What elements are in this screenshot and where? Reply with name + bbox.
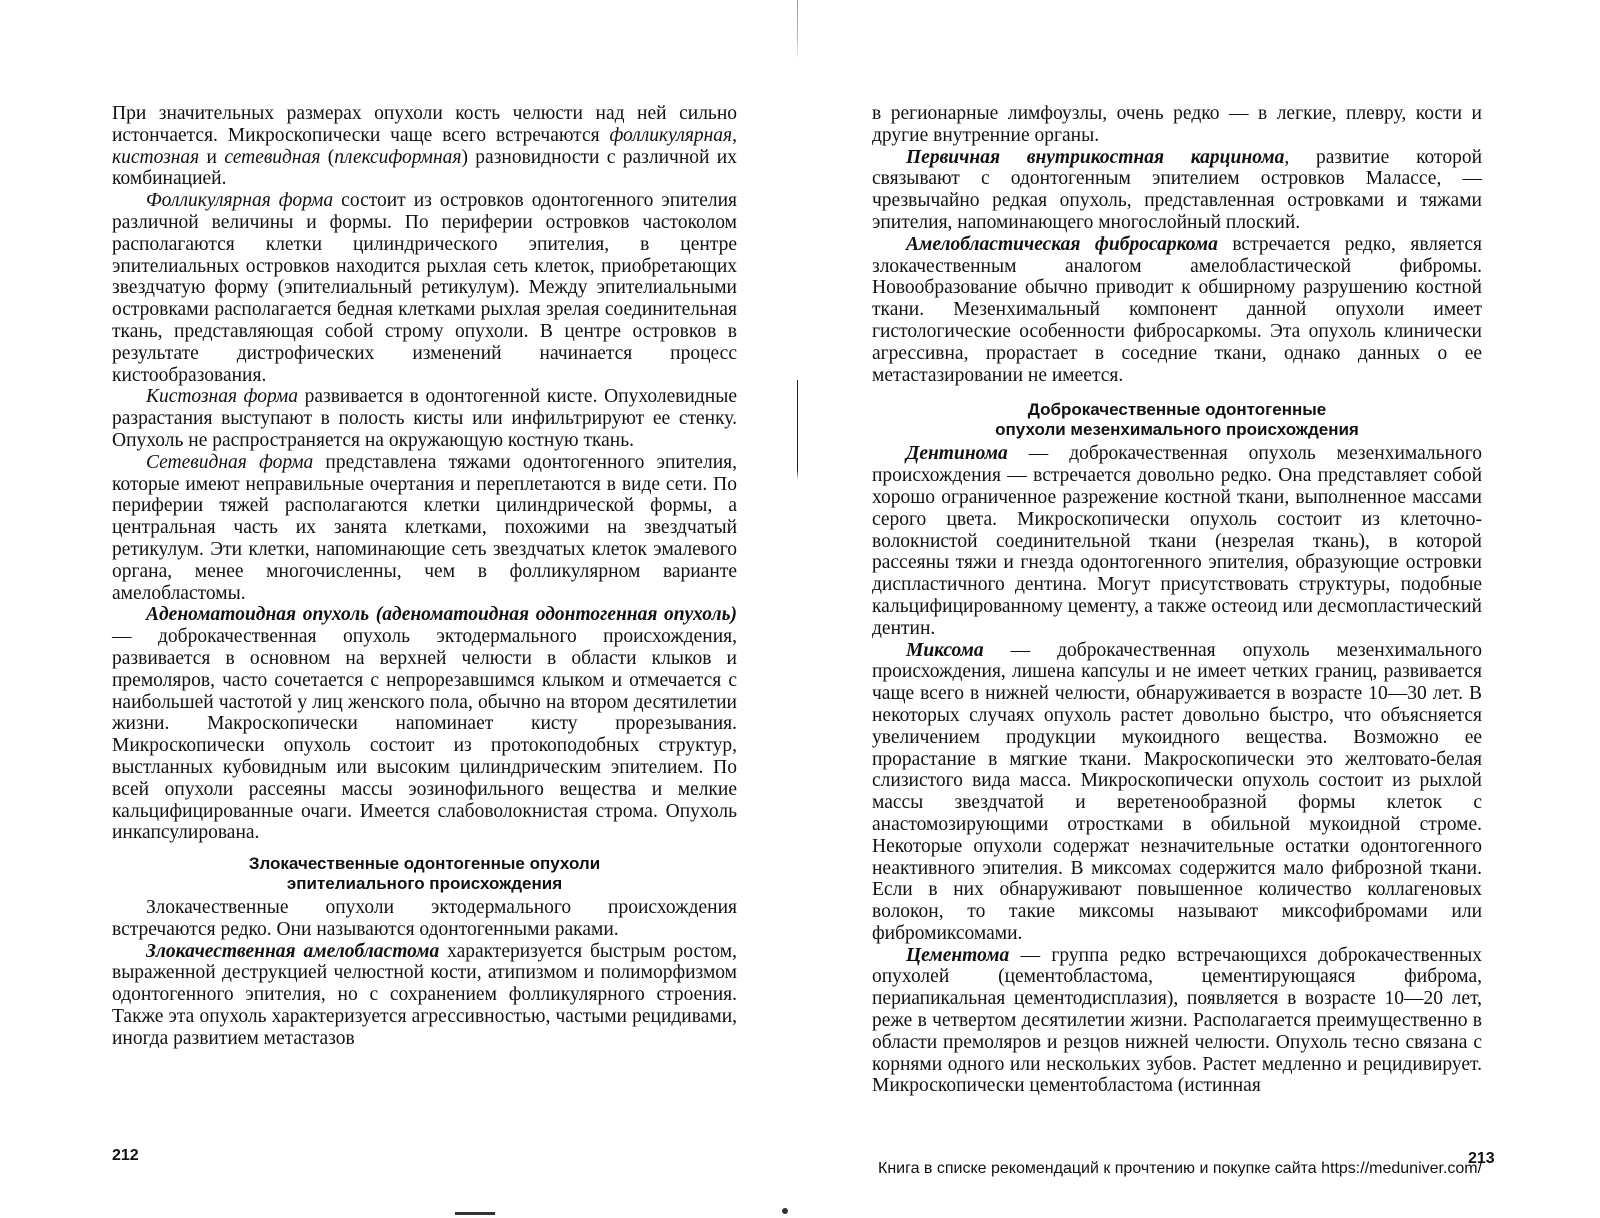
page-number: 212 — [112, 1147, 139, 1164]
paragraph: Злокачественная амелобластома характеризуется быстрым ростом, выраженной деструкцией челюстной кости, атипизмом и полиморфизмом одонтогенного эпителия, но с сохранением фолликулярного строения. Также эта опухоль характеризуется агрессивностью, частыми рецидивами, иногда развитием метастазов — [112, 940, 737, 1049]
left-text-column — [112, 103, 737, 1050]
term: Кистозная форма — [146, 386, 298, 408]
paragraph: Первичная внутрикостная карцинома, развитие которой связывают с одонтогенным эпителием островков Малассе, — чрезвычайно редкая опухоль, представленная островками и тяжами эпителия, напоминающего многослойный плоский. — [872, 146, 1483, 233]
paragraph: Кистозная форма развивается в одонтогенной кисте. Опухолевидные разрастания выступают в полость кисты или инфильтрируют ее стенку. Опухоль не распространяется на окружающую костную ткань. — [112, 386, 737, 451]
right-text-column — [872, 103, 1482, 1097]
term: Миксома — [906, 639, 984, 661]
paragraph: Фолликулярная форма состоит из островков одонтогенного эпителия различной величины и формы. По периферии островков частоколом располагаются клетки цилиндрического эпителия, в центре эпителиальных островков находится рыхлая сеть клеток, приобретающих звездчатую форму (эпителиальный ретикулум). Между эпителиальными островками располагается бедная клетками рыхлая зрелая соединительная ткань, представляющая собой строму опухоли. В центре островков в результате дистрофических изменений начинается процесс кистообразования. — [112, 190, 737, 386]
paragraph: Амелобластическая фибросаркома встречается редко, является злокачественным аналогом амелобластической фибромы. Новообразование обычно приводит к обширному разрушению костной ткани. Мезенхимальный компонент данной опухоли имеет гистологические особенности фибросаркомы. Эта опухоль клинически агрессивна, прорастает в соседние ткани, однако данных о ее метастазировании не имеется. — [872, 233, 1483, 386]
paragraph: в регионарные лимфоузлы, очень редко — в легкие, плевру, кости и другие внутренние органы. — [872, 103, 1482, 146]
term: Аденоматоидная опухоль (аденоматоидная одонтогенная опухоль) — [146, 604, 737, 626]
term: Сетевидная форма — [146, 451, 314, 473]
paragraph: Злокачественные опухоли эктодермального происхождения встречаются редко. Они называются одонтогенными раками. — [112, 897, 737, 940]
term: Злокачественная амелобластома — [146, 940, 440, 962]
term: Фолликулярная форма — [146, 190, 334, 212]
term: Амелобластическая фибросаркома — [906, 233, 1218, 255]
paragraph: Дентинома — доброкачественная опухоль мезенхимального происхождения — встречается довольно редко. Она представляет собой хорошо ограниченное разрежение костной ткани, выполненное массами серого цвета. Микроскопически опухоль состоит из клеточно-волокнистой соединительной ткани (незрелая ткань), в которой рассеяны тяжи и гнезда одонтогенного эпителия, образующие островки диспластичного дентина. Могут присутствовать структуры, подобные кальцифицированному цементу, а также остеоид или десмопластический дентин. — [872, 443, 1482, 639]
right-page — [805, 0, 1600, 1218]
paragraph: Сетевидная форма представлена тяжами одонтогенного эпителия, которые имеют неправильные очертания и переплетаются в виде сети. По периферии тяжей располагаются клетки цилиндрической формы, а центральная часть их занята клетками, похожими на звездчатый ретикулум. Эти клетки, напоминающие сеть звездчатых клеток эмалевого органа, менее многочисленны, чем в фолликулярном варианте амелобластомы. — [112, 451, 738, 604]
term: Первичная внутрикостная карцинома — [906, 146, 1285, 168]
term: Цементома — [906, 944, 1010, 966]
left-page — [0, 0, 795, 1218]
section-heading: Доброкачественные одонтогенные опухоли мезенхимального происхождения — [995, 400, 1359, 440]
term: Дентинома — [906, 443, 1008, 465]
paragraph: Миксома — доброкачественная опухоль мезенхимального происхождения, лишена капсулы и не имеет четких границ, развивается чаще всего в нижней челюсти, обнаруживается в возрасте 10—30 лет. В некоторых случаях опухоль растет довольно быстро, что объясняется увеличением продукции мукоидного вещества. Возможно ее прорастание в мягкие ткани. Макроскопически это желтовато-белая слизистого вида масса. Микроскопически опухоль состоит из рыхлой массы звездчатой и веретенообразной формы клеток с анастомозирующими отростками в обильной мукоидной строме. Некоторые опухоли содержат незначительные остатки одонтогенного неактивного эпителия. В миксомах содержится мало фиброзной ткани. Если в них обнаруживают повышенное количество коллагеновых волокон, то такие миксомы называют миксофибромами или фибромиксомами. — [872, 639, 1482, 944]
paragraph: Цементома — группа редко встречающихся доброкачественных опухолей (цементобластома, цементирующаяся фиброма, периапикальная цементодисплазия), появляется в возрасте 10—20 лет, реже в четвертом десятилетии жизни. Располагается преимущественно в области премоляров и резцов нижней челюсти. Опухоль тесно связана с корнями одного или нескольких зубов. Растет медленно и рецидивирует. Микроскопически цементобластома (истинная — [872, 944, 1482, 1097]
watermark-text: Книга в списке рекомендаций к прочтению и покупке сайта https://meduniver.com/ — [878, 1160, 1483, 1177]
section-heading: Злокачественные одонтогенные опухоли эпителиального происхождения — [248, 854, 601, 894]
book-spine — [797, 0, 798, 1218]
paragraph: При значительных размерах опухоли кость челюсти над ней сильно истончается. Микроскопически чаще всего встречаются фолликулярная, кистозная и сетевидная (плексиформная) разновидности с различной их комбинацией. — [112, 103, 737, 190]
page-number: 213 — [1468, 1150, 1495, 1167]
paragraph: Аденоматоидная опухоль (аденоматоидная одонтогенная опухоль) — доброкачественная опухоль эктодермального происхождения, развивается в основном на верхней челюсти в области клыков и премоляров, часто сочетается с непрорезавшимся клыком и отмечается с наибольшей частотой у лиц женского пола, обычно на втором десятилетии жизни. Макроскопически напоминает кисту прорезывания. Микроскопически опухоль состоит из протокоподобных структур, выстланных кубовидным или высоким цилиндрическим эпителием. По всей опухоли рассеяны массы эозинофильного вещества и мелкие кальцифицированные очаги. Имеется слабоволокнистая строма. Опухоль инкапсулирована. — [112, 604, 737, 844]
